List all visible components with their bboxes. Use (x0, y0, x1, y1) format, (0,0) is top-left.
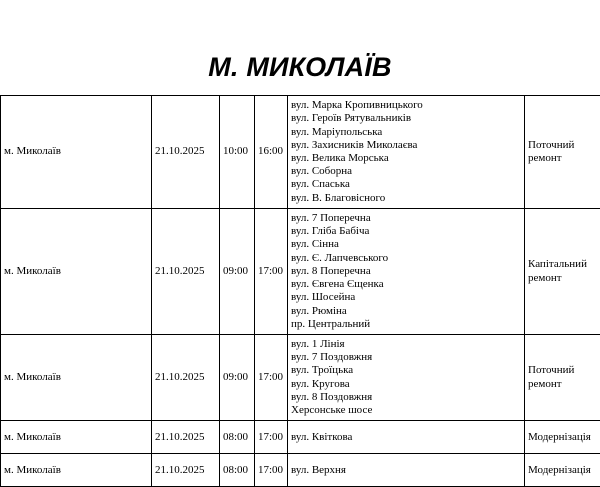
street-item: вул. Троїцька (291, 364, 354, 377)
street-item: вул. Шосейна (291, 291, 356, 304)
street-item: вул. Євгена Єщенка (291, 278, 384, 291)
city-cell: м. Миколаїв (1, 454, 152, 487)
end-time-cell: 17:00 (255, 454, 288, 487)
streets-cell (288, 335, 525, 421)
street-item: вул. Сінна (291, 238, 339, 251)
work-type-cell: Поточний ремонт (525, 96, 600, 209)
streets-cell (288, 96, 525, 209)
street-item: вул. 8 Поздовжня (291, 390, 373, 403)
street-item: вул. Захисників Миколаєва (291, 138, 418, 151)
start-time-cell: 09:00 (220, 209, 255, 335)
street-item: вул. В. Благовісного (291, 191, 386, 204)
table-row (1, 335, 600, 421)
street-item: вул. Героїв Рятувальників (291, 112, 412, 125)
start-time-cell: 08:00 (220, 454, 255, 487)
start-time-cell: 10:00 (220, 96, 255, 209)
start-time-cell: 08:00 (220, 421, 255, 454)
work-type-cell: Поточний ремонт (525, 335, 600, 421)
street-item: вул. 1 Лінія (291, 338, 345, 350)
street-item: пр. Центральний (291, 317, 371, 330)
street-item: вул. Соборна (291, 165, 353, 178)
page-title: М. МИКОЛАЇВ (208, 52, 392, 82)
street-item: вул. Спаська (291, 178, 350, 191)
street-item: вул. 7 Поздовжня (291, 351, 373, 364)
table-row (1, 454, 600, 487)
streets-cell (288, 209, 525, 335)
street-item: вул. Велика Морська (291, 152, 389, 164)
streets-cell (288, 421, 525, 454)
city-cell: м. Миколаїв (1, 421, 152, 454)
street-item: вул. Марка Кропивницького (291, 99, 423, 112)
table-row (1, 421, 600, 454)
street-item: вул. Гліба Бабіча (291, 225, 370, 238)
street-item: вул. Верхня (291, 463, 346, 476)
end-time-cell: 16:00 (255, 96, 288, 209)
date-cell: 21.10.2025 (152, 209, 220, 335)
date-cell: 21.10.2025 (152, 96, 220, 209)
table-row (1, 96, 600, 209)
date-cell: 21.10.2025 (152, 454, 220, 487)
date-cell: 21.10.2025 (152, 421, 220, 454)
work-type-cell: Модернізація (525, 454, 600, 487)
end-time-cell: 17:00 (255, 335, 288, 421)
street-item: вул. 7 Поперечна (291, 212, 371, 225)
table-body (1, 96, 600, 487)
street-item: вул. Кругова (291, 377, 350, 390)
end-time-cell: 17:00 (255, 421, 288, 454)
street-item: Херсонське шосе (291, 404, 373, 417)
street-item: вул. Квіткова (291, 430, 353, 443)
outage-schedule-table (0, 95, 600, 487)
city-cell: м. Миколаїв (1, 209, 152, 335)
street-item: вул. 8 Поперечна (291, 264, 371, 277)
street-item: вул. Є. Лапчевського (291, 251, 389, 264)
end-time-cell: 17:00 (255, 209, 288, 335)
street-item: вул. Рюміна (291, 304, 347, 317)
city-cell: м. Миколаїв (1, 96, 152, 209)
start-time-cell: 09:00 (220, 335, 255, 421)
table-row (1, 209, 600, 335)
streets-cell (288, 454, 525, 487)
city-cell: м. Миколаїв (1, 335, 152, 421)
work-type-cell: Капітальний ремонт (525, 209, 600, 335)
street-item: вул. Маріупольська (291, 125, 383, 138)
date-cell: 21.10.2025 (152, 335, 220, 421)
work-type-cell: Модернізація (525, 421, 600, 454)
